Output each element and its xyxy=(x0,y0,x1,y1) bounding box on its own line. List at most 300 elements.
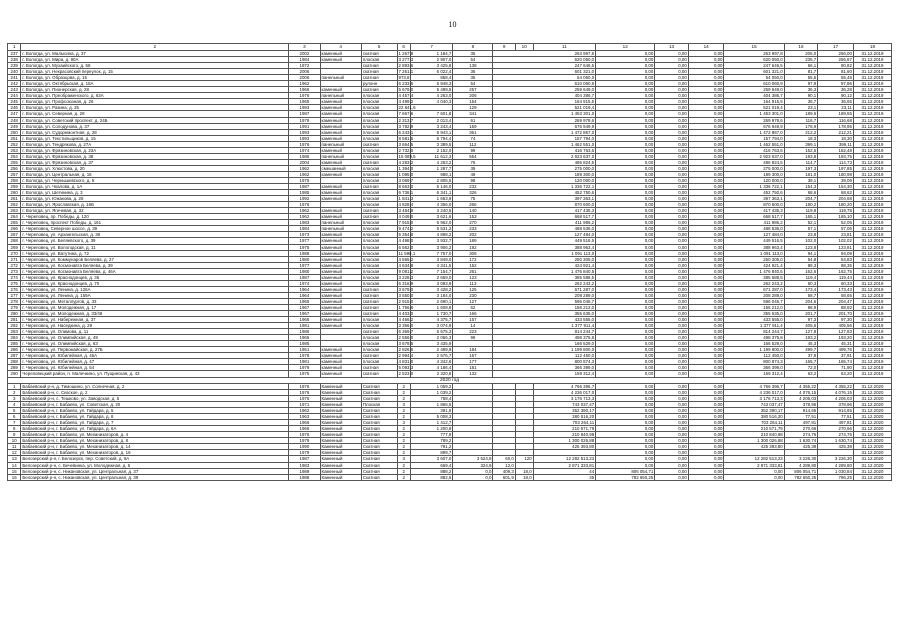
table-cell: 3 243,4 xyxy=(410,123,452,129)
table-cell: Бабаевский р-н, г. Бабаево, ул. Советская, д. 20 xyxy=(21,402,289,408)
table-cell: плоская xyxy=(361,202,397,208)
table-cell: 261 xyxy=(8,196,21,202)
table-cell: 31.12.2020 xyxy=(853,383,891,389)
table-cell: 159 312,4 xyxy=(493,371,596,377)
table-cell: 4 186,4 xyxy=(410,365,452,371)
table-cell: 6 233,5 xyxy=(398,81,414,87)
table-cell: 1985 xyxy=(289,190,320,196)
table-cell: плоская xyxy=(361,171,397,177)
table-cell: 2 066,3 xyxy=(410,335,452,341)
table-cell: 3 xyxy=(8,396,21,402)
table-cell: 498 375,8 xyxy=(493,335,596,341)
table-cell: каменный xyxy=(320,208,361,214)
table-cell: 4 831,0 xyxy=(398,359,414,365)
table-cell: г. Череповец, ул. Ленина, д. 159А xyxy=(21,292,289,298)
table-cell: 1 059,2 xyxy=(410,383,452,389)
table-cell: 425,39 xyxy=(784,444,817,450)
table-cell: 1951 xyxy=(289,347,320,353)
table-cell: Каменный xyxy=(320,414,361,420)
table-cell: Скатная xyxy=(361,408,397,414)
table-cell: Белозерский р-н, с. Бечевинка, ул. Молодежная, д. 5 xyxy=(21,462,289,468)
table-cell: 324,9 xyxy=(453,462,493,468)
table-cell: 3 664,5 xyxy=(398,141,414,147)
table-cell: 197,85 xyxy=(818,165,854,171)
table-cell: 0,00 xyxy=(596,450,655,456)
table-cell: 385 588,5 xyxy=(493,274,596,280)
table-cell: 36 xyxy=(453,69,493,75)
table-cell: каменный xyxy=(320,99,361,105)
table-cell: 0,00 xyxy=(655,111,688,117)
table-cell: 0,00 xyxy=(655,292,688,298)
table-cell: 80,82 xyxy=(818,63,854,69)
table-cell: 4 355,22 xyxy=(784,383,817,389)
table-cell: 596 045,7 xyxy=(493,298,596,304)
table-cell: 6 943,1 xyxy=(410,129,452,135)
table-cell: 4 457,4 xyxy=(398,93,414,99)
table-cell: 31.12.2019 xyxy=(853,250,891,256)
table-cell: 285 xyxy=(8,341,21,347)
table-cell: 0,00 xyxy=(688,238,724,244)
table-cell: 71,90 xyxy=(818,365,854,371)
table-cell: 3 277,3 xyxy=(398,57,414,63)
table-cell: 1987 xyxy=(289,111,320,117)
table-cell: панельный xyxy=(320,153,361,159)
table-cell: 6 341,1 xyxy=(410,190,452,196)
table-cell: 270,66 xyxy=(818,426,854,432)
table-cell: скатная xyxy=(361,214,397,220)
table-cell: 281 xyxy=(8,317,21,323)
table-cell: 15 089,5 xyxy=(398,153,416,159)
table-cell: 271 xyxy=(8,256,21,262)
table-cell: 0,00 xyxy=(596,238,655,244)
table-cell: 791,2 xyxy=(410,444,452,450)
table-cell: 1 200,9 xyxy=(410,426,452,432)
table-cell: 4 356,0 xyxy=(410,202,452,208)
table-cell: 125 xyxy=(453,286,493,292)
table-cell: 0,00 xyxy=(655,347,688,353)
table-cell: 12,0 xyxy=(493,462,515,468)
table-cell: 2 556,0 xyxy=(398,335,414,341)
table-cell: 31.12.2019 xyxy=(853,214,891,220)
table-cell: 270 xyxy=(8,250,21,256)
table-cell: 0,00 xyxy=(688,81,724,87)
table-cell: 31.12.2019 xyxy=(853,63,891,69)
table-cell: 157 xyxy=(453,353,493,359)
table-cell: г. Вологда, ул. Разина, д. 25 xyxy=(21,105,289,111)
table-cell: 1 091 113,0 xyxy=(724,250,784,256)
header-cell: 6 xyxy=(397,44,410,51)
table-cell: 0,00 xyxy=(596,262,655,268)
table-cell: 2 xyxy=(397,468,410,474)
table-cell: 3 428,2 xyxy=(410,286,452,292)
table-cell: 4 xyxy=(8,402,21,408)
table-cell: 44 xyxy=(533,468,596,474)
table-cell: плоская xyxy=(361,153,397,159)
table-cell: 0,00 xyxy=(655,450,688,456)
table-cell: 55,5 xyxy=(784,75,817,81)
table-cell: 0,00 xyxy=(596,347,655,353)
table-cell: 36,65 xyxy=(818,99,854,105)
table-cell: 11 xyxy=(8,444,21,450)
table-cell: 0,00 xyxy=(688,402,724,408)
table-cell: 267 xyxy=(8,232,21,238)
table-cell: 3 435,9 xyxy=(410,341,452,347)
table-cell: 399,11 xyxy=(818,141,854,147)
table-cell: 0,00 xyxy=(688,317,724,323)
table-cell: 284 xyxy=(8,335,21,341)
table-cell: 31.12.2019 xyxy=(853,202,891,208)
table-cell: 0,00 xyxy=(596,329,655,335)
table-cell: 15 xyxy=(8,468,21,474)
table-cell: 31.12.2019 xyxy=(853,226,891,232)
table-cell: каменный xyxy=(320,347,361,353)
table-cell: 0,00 xyxy=(596,105,655,111)
table-cell: 31.12.2019 xyxy=(853,286,891,292)
table-cell: плоская xyxy=(361,93,397,99)
table-cell: 193,75 xyxy=(818,153,854,159)
table-cell: 0,00 xyxy=(688,159,724,165)
table-body xyxy=(8,44,892,481)
table-cell: г. Вологда, ул. Тендрякова, д. 27А xyxy=(21,141,289,147)
table-cell: 0,00 xyxy=(596,371,655,377)
table-cell: 189,55 xyxy=(818,111,854,117)
table-cell: 6 243,1 xyxy=(398,129,414,135)
table-cell: 0,00 xyxy=(655,226,688,232)
table-cell: 3 356,0 xyxy=(398,323,414,329)
table-cell: 164 915,5 xyxy=(493,99,596,105)
table-cell: каменный xyxy=(320,280,361,286)
table-cell: скатная xyxy=(361,365,397,371)
table-cell: 1973 xyxy=(289,232,320,238)
table-row xyxy=(8,474,892,480)
table-cell: 0,00 xyxy=(596,389,655,395)
table-cell: 405,56 xyxy=(818,323,854,329)
table-cell: 97,9 xyxy=(784,81,817,87)
table-cell: 0,00 xyxy=(688,426,724,432)
table-cell: 248 xyxy=(8,117,21,123)
table-cell: 6 316,9 xyxy=(398,280,414,286)
table-cell: 13 xyxy=(8,456,21,462)
table-cell: 31.12.2019 xyxy=(853,268,891,274)
table-cell: 610 060,9 xyxy=(724,81,784,87)
table-cell: 4 341,5 xyxy=(410,262,452,268)
register-table xyxy=(7,43,892,481)
table-cell: 2 893,6 xyxy=(398,63,414,69)
table-cell: 5 xyxy=(8,408,21,414)
table-cell: 0,00 xyxy=(655,468,688,474)
table-cell: 206 xyxy=(453,93,493,99)
table-cell: Каменный xyxy=(320,426,361,432)
table-cell: 352 390,17 xyxy=(533,408,596,414)
table-cell: г. Череповец, ул. Набережная, д. 37 xyxy=(21,317,289,323)
table-cell: 2 xyxy=(397,462,410,468)
table-cell: 114,7 xyxy=(784,159,817,165)
table-cell: 31.12.2019 xyxy=(853,359,891,365)
table-cell: 1 287,7 xyxy=(410,165,452,171)
table-cell: 521 019,4 xyxy=(493,105,596,111)
table-cell: 2 xyxy=(8,389,21,395)
table-cell: Скатная xyxy=(361,456,397,462)
table-cell: 3 524,9 xyxy=(453,456,493,462)
table-cell: 914,65 xyxy=(784,408,817,414)
table-cell: г. Вологда, ул. Мира, д. 80А xyxy=(21,57,289,63)
table-cell: 2 xyxy=(397,389,410,395)
table-cell: 0,00 xyxy=(596,63,655,69)
table-cell: 192 xyxy=(453,244,493,250)
table-cell: 90,12 xyxy=(818,93,854,99)
table-cell: 2 994,4 xyxy=(398,353,414,359)
table-cell: 1979 xyxy=(289,365,320,371)
header-cell: 4 xyxy=(320,44,361,51)
table-cell: Каменный xyxy=(320,432,361,438)
table-cell: 4 289,80 xyxy=(818,462,854,468)
table-cell: 0,00 xyxy=(688,51,724,57)
table-cell: 0,00 xyxy=(688,420,724,426)
table-cell: 380 516,20 xyxy=(724,414,784,420)
table-cell: 0,00 xyxy=(596,147,655,153)
table-cell: 31.12.2020 xyxy=(853,474,891,480)
table-cell: 0,00 xyxy=(688,365,724,371)
table-cell: плоская xyxy=(361,341,397,347)
table-cell: 0,00 xyxy=(655,329,688,335)
table-cell: 800 874,3 xyxy=(724,359,784,365)
table-cell: 18,0 xyxy=(515,468,533,474)
table-cell: 31.12.2019 xyxy=(853,147,891,153)
table-cell: 0,00 xyxy=(688,141,724,147)
table-cell: 31.12.2019 xyxy=(853,75,891,81)
table-cell: г. Череповец, ул. Ватутина, д. 72 xyxy=(21,250,289,256)
table-cell: 269 978,6 xyxy=(724,117,784,123)
table-cell: 0,00 xyxy=(596,165,655,171)
table-cell: 0,0 xyxy=(453,474,493,480)
table-cell: 0,00 xyxy=(596,396,655,402)
table-cell: 269 978,6 xyxy=(493,117,596,123)
table-cell: 4 040,3 xyxy=(410,99,452,105)
table-cell: 1981 xyxy=(289,323,320,329)
table-cell: 0,00 xyxy=(655,220,688,226)
table-cell: 275 000,0 xyxy=(493,165,596,171)
table-cell: 0,00 xyxy=(655,147,688,153)
table-cell: 0,00 xyxy=(596,117,655,123)
table-cell: 189,6 xyxy=(784,111,817,117)
table-cell: 263 997,8 xyxy=(493,51,596,57)
table-cell: 287 xyxy=(8,353,21,359)
table-cell: г. Вологда, ул. Образцова, д. 15 xyxy=(21,75,289,81)
table-cell: 1 377 911,4 xyxy=(493,323,596,329)
table-cell: 0,00 xyxy=(688,432,724,438)
table-cell: 0,00 xyxy=(688,456,724,462)
table-cell: 1975 xyxy=(289,371,320,377)
table-cell: плоская xyxy=(361,274,397,280)
table-cell: 1 841,3 xyxy=(398,196,414,202)
table-cell: 0,00 xyxy=(688,63,724,69)
table-cell: 6 962,0 xyxy=(410,220,452,226)
table-cell: 0,00 xyxy=(655,420,688,426)
table-cell: 2 xyxy=(397,408,410,414)
table-cell: 499,76 xyxy=(818,347,854,353)
table-cell: 1 412,7 xyxy=(410,420,452,426)
table-cell: 2 826,5 xyxy=(398,347,414,353)
table-cell: 0,00 xyxy=(655,414,688,420)
table-cell: 1977 xyxy=(289,262,320,268)
table-cell: 4 263,2 xyxy=(410,159,452,165)
table-cell: 286 xyxy=(8,347,21,353)
table-cell: 259 xyxy=(8,184,21,190)
table-cell: Скатная xyxy=(361,444,397,450)
table-cell: 0,00 xyxy=(655,323,688,329)
table-cell: 140 xyxy=(453,208,493,214)
table-cell: 888,2 xyxy=(410,468,452,474)
table-cell: 668 517,7 xyxy=(724,214,784,220)
table-cell: 3 782,9 xyxy=(398,123,414,129)
table-cell: 120 xyxy=(515,456,533,462)
table-cell: 2 923 637,0 xyxy=(493,153,596,159)
table-cell: 68,62 xyxy=(818,190,854,196)
table-cell: 266 xyxy=(8,226,21,232)
table-cell: 1 453 301,0 xyxy=(724,111,784,117)
table-cell: каменный xyxy=(320,117,361,123)
table-cell: каменный xyxy=(320,292,361,298)
table-cell: 257 xyxy=(8,171,21,177)
table-cell: 31.12.2019 xyxy=(853,165,891,171)
table-cell: 193,2 xyxy=(784,335,817,341)
table-cell: 405,6 xyxy=(784,323,817,329)
table-cell: 2004 xyxy=(289,159,320,165)
table-cell: каменный xyxy=(320,159,361,165)
table-cell: 18,3 xyxy=(784,135,817,141)
table-cell: 397 363,1 xyxy=(493,196,596,202)
table-cell: Бабаевский р-н, с. Тешково, ул. Заводская, д. 5 xyxy=(21,396,289,402)
table-cell: 0,00 xyxy=(596,57,655,63)
table-cell: 1 300 026,88 xyxy=(724,438,784,444)
table-cell: 5 948,3 xyxy=(410,81,452,87)
table-cell: 0,00 xyxy=(688,232,724,238)
table-cell: Бабаевский р-н, д. Тимошино, ул. Солнечная, д. 2 xyxy=(21,383,289,389)
table-cell: 31.12.2019 xyxy=(853,57,891,63)
table-cell: 54 050,0 xyxy=(724,75,784,81)
table-cell: 786,25 xyxy=(818,474,854,480)
table-cell: 1962 xyxy=(289,208,320,214)
table-cell: 1 472 867,0 xyxy=(724,129,784,135)
table-cell: 0,00 xyxy=(596,99,655,105)
table-cell: 8 581,5 xyxy=(398,135,414,141)
table-cell: каменный xyxy=(320,262,361,268)
table-cell: г. Вологда, ул. Шетинина, д. 3 xyxy=(21,190,289,196)
table-cell: плоская xyxy=(361,123,397,129)
table-cell: 6 022,4 xyxy=(410,69,452,75)
table-cell: 0,00 xyxy=(655,432,688,438)
table-cell: Скатная xyxy=(361,383,397,389)
table-cell: каменный xyxy=(320,256,361,262)
table-cell: 0,00 xyxy=(655,214,688,220)
table-cell: панельный xyxy=(320,226,361,232)
table-cell: Скатная xyxy=(361,450,397,456)
table-cell: 4 076,15 xyxy=(784,389,817,395)
table-cell: скатная xyxy=(361,371,397,377)
table-cell: г. Череповец, ул. Беляевского, д. 39 xyxy=(21,238,289,244)
table-cell: 0,00 xyxy=(596,304,655,310)
table-cell: 3 226,30 xyxy=(784,456,817,462)
table-cell: 0,00 xyxy=(655,402,688,408)
table-cell: г. Вологда, ул. Профсоюзная, д. 26 xyxy=(21,99,289,105)
table-cell: 1 453 301,0 xyxy=(493,111,596,117)
table-cell: 0,00 xyxy=(655,63,688,69)
table-cell: 114,73 xyxy=(818,159,854,165)
table-cell: 31.12.2019 xyxy=(853,274,891,280)
table-cell: 1966 xyxy=(289,87,320,93)
table-cell: каменный xyxy=(320,87,361,93)
table-cell: 703 264,11 xyxy=(724,420,784,426)
table-cell: скатная xyxy=(361,87,397,93)
table-cell: каменный xyxy=(320,244,361,250)
table-cell: 1983 xyxy=(289,220,320,226)
table-cell: 2 576,7 xyxy=(410,353,452,359)
table-cell: 54 xyxy=(453,81,493,87)
table-cell: 162,75 xyxy=(818,268,854,274)
table-cell: г. Вологда, ул. Ягичевая, д. 32 xyxy=(21,208,289,214)
table-cell: Скатная xyxy=(361,426,397,432)
table-cell: Каменный xyxy=(320,396,361,402)
table-cell: 1979 xyxy=(289,438,320,444)
table-cell: 184 xyxy=(453,347,493,353)
table-cell: 671 287,0 xyxy=(493,286,596,292)
table-cell: 1979 xyxy=(289,450,320,456)
table-cell: 0,00 xyxy=(655,141,688,147)
table-cell: 250 305,0 xyxy=(493,256,596,262)
table-cell: каменный xyxy=(320,147,361,153)
table-cell: 272 xyxy=(8,262,21,268)
table-cell: 165,10 xyxy=(818,214,854,220)
table-cell: 2 923 637,0 xyxy=(724,153,784,159)
table-cell: плоская xyxy=(361,135,397,141)
table-cell: 223 xyxy=(453,329,493,335)
table-cell: 0,00 xyxy=(688,202,724,208)
table-cell: 0,00 xyxy=(688,438,724,444)
table-cell: 0,00 xyxy=(596,190,655,196)
table-cell: 425 393,80 xyxy=(724,444,784,450)
table-cell: 1 336 722,1 xyxy=(493,184,596,190)
table-cell: 0,00 xyxy=(596,359,655,365)
table-cell: 268 xyxy=(8,238,21,244)
table-cell: 1966 xyxy=(289,420,320,426)
table-cell: 782 650,25 xyxy=(596,474,655,480)
table-cell: 2 915,0 xyxy=(398,298,414,304)
table-cell: 1987 xyxy=(289,184,320,190)
table-cell: г. Череповец, ул. Металлургов, д. 33 xyxy=(21,298,289,304)
table-cell: 123 xyxy=(453,274,493,280)
table-cell: г. Вологда, ул. Малысина, д. 37 xyxy=(21,51,289,57)
table-cell: 37,9 xyxy=(784,353,817,359)
table-cell: г. Вологда, ул. Северная, д. 28 xyxy=(21,111,289,117)
table-cell: 0,0 xyxy=(453,468,493,474)
table-cell: 0,00 xyxy=(688,347,724,353)
table-cell: 4 565,2 xyxy=(398,256,414,262)
table-cell: 1 199 800,0 xyxy=(724,347,784,353)
table-cell: г. Череповец, ул. Юбилейная, д. 47 xyxy=(21,359,289,365)
table-cell: 1 865,5 xyxy=(410,402,452,408)
header-cell: 9 xyxy=(493,44,515,51)
table-cell: 127,8 xyxy=(784,329,817,335)
table-cell: 31.12.2019 xyxy=(853,123,891,129)
table-cell: 60,3 xyxy=(784,280,817,286)
table-cell: 31.12.2019 xyxy=(853,220,891,226)
table-cell: 1962 xyxy=(289,171,320,177)
table-cell: 88,9 xyxy=(784,304,817,310)
table-cell: 1974 xyxy=(289,280,320,286)
table-cell: плоская xyxy=(361,268,397,274)
table-cell: скатная xyxy=(361,298,397,304)
table-cell: 497,81 xyxy=(818,420,854,426)
